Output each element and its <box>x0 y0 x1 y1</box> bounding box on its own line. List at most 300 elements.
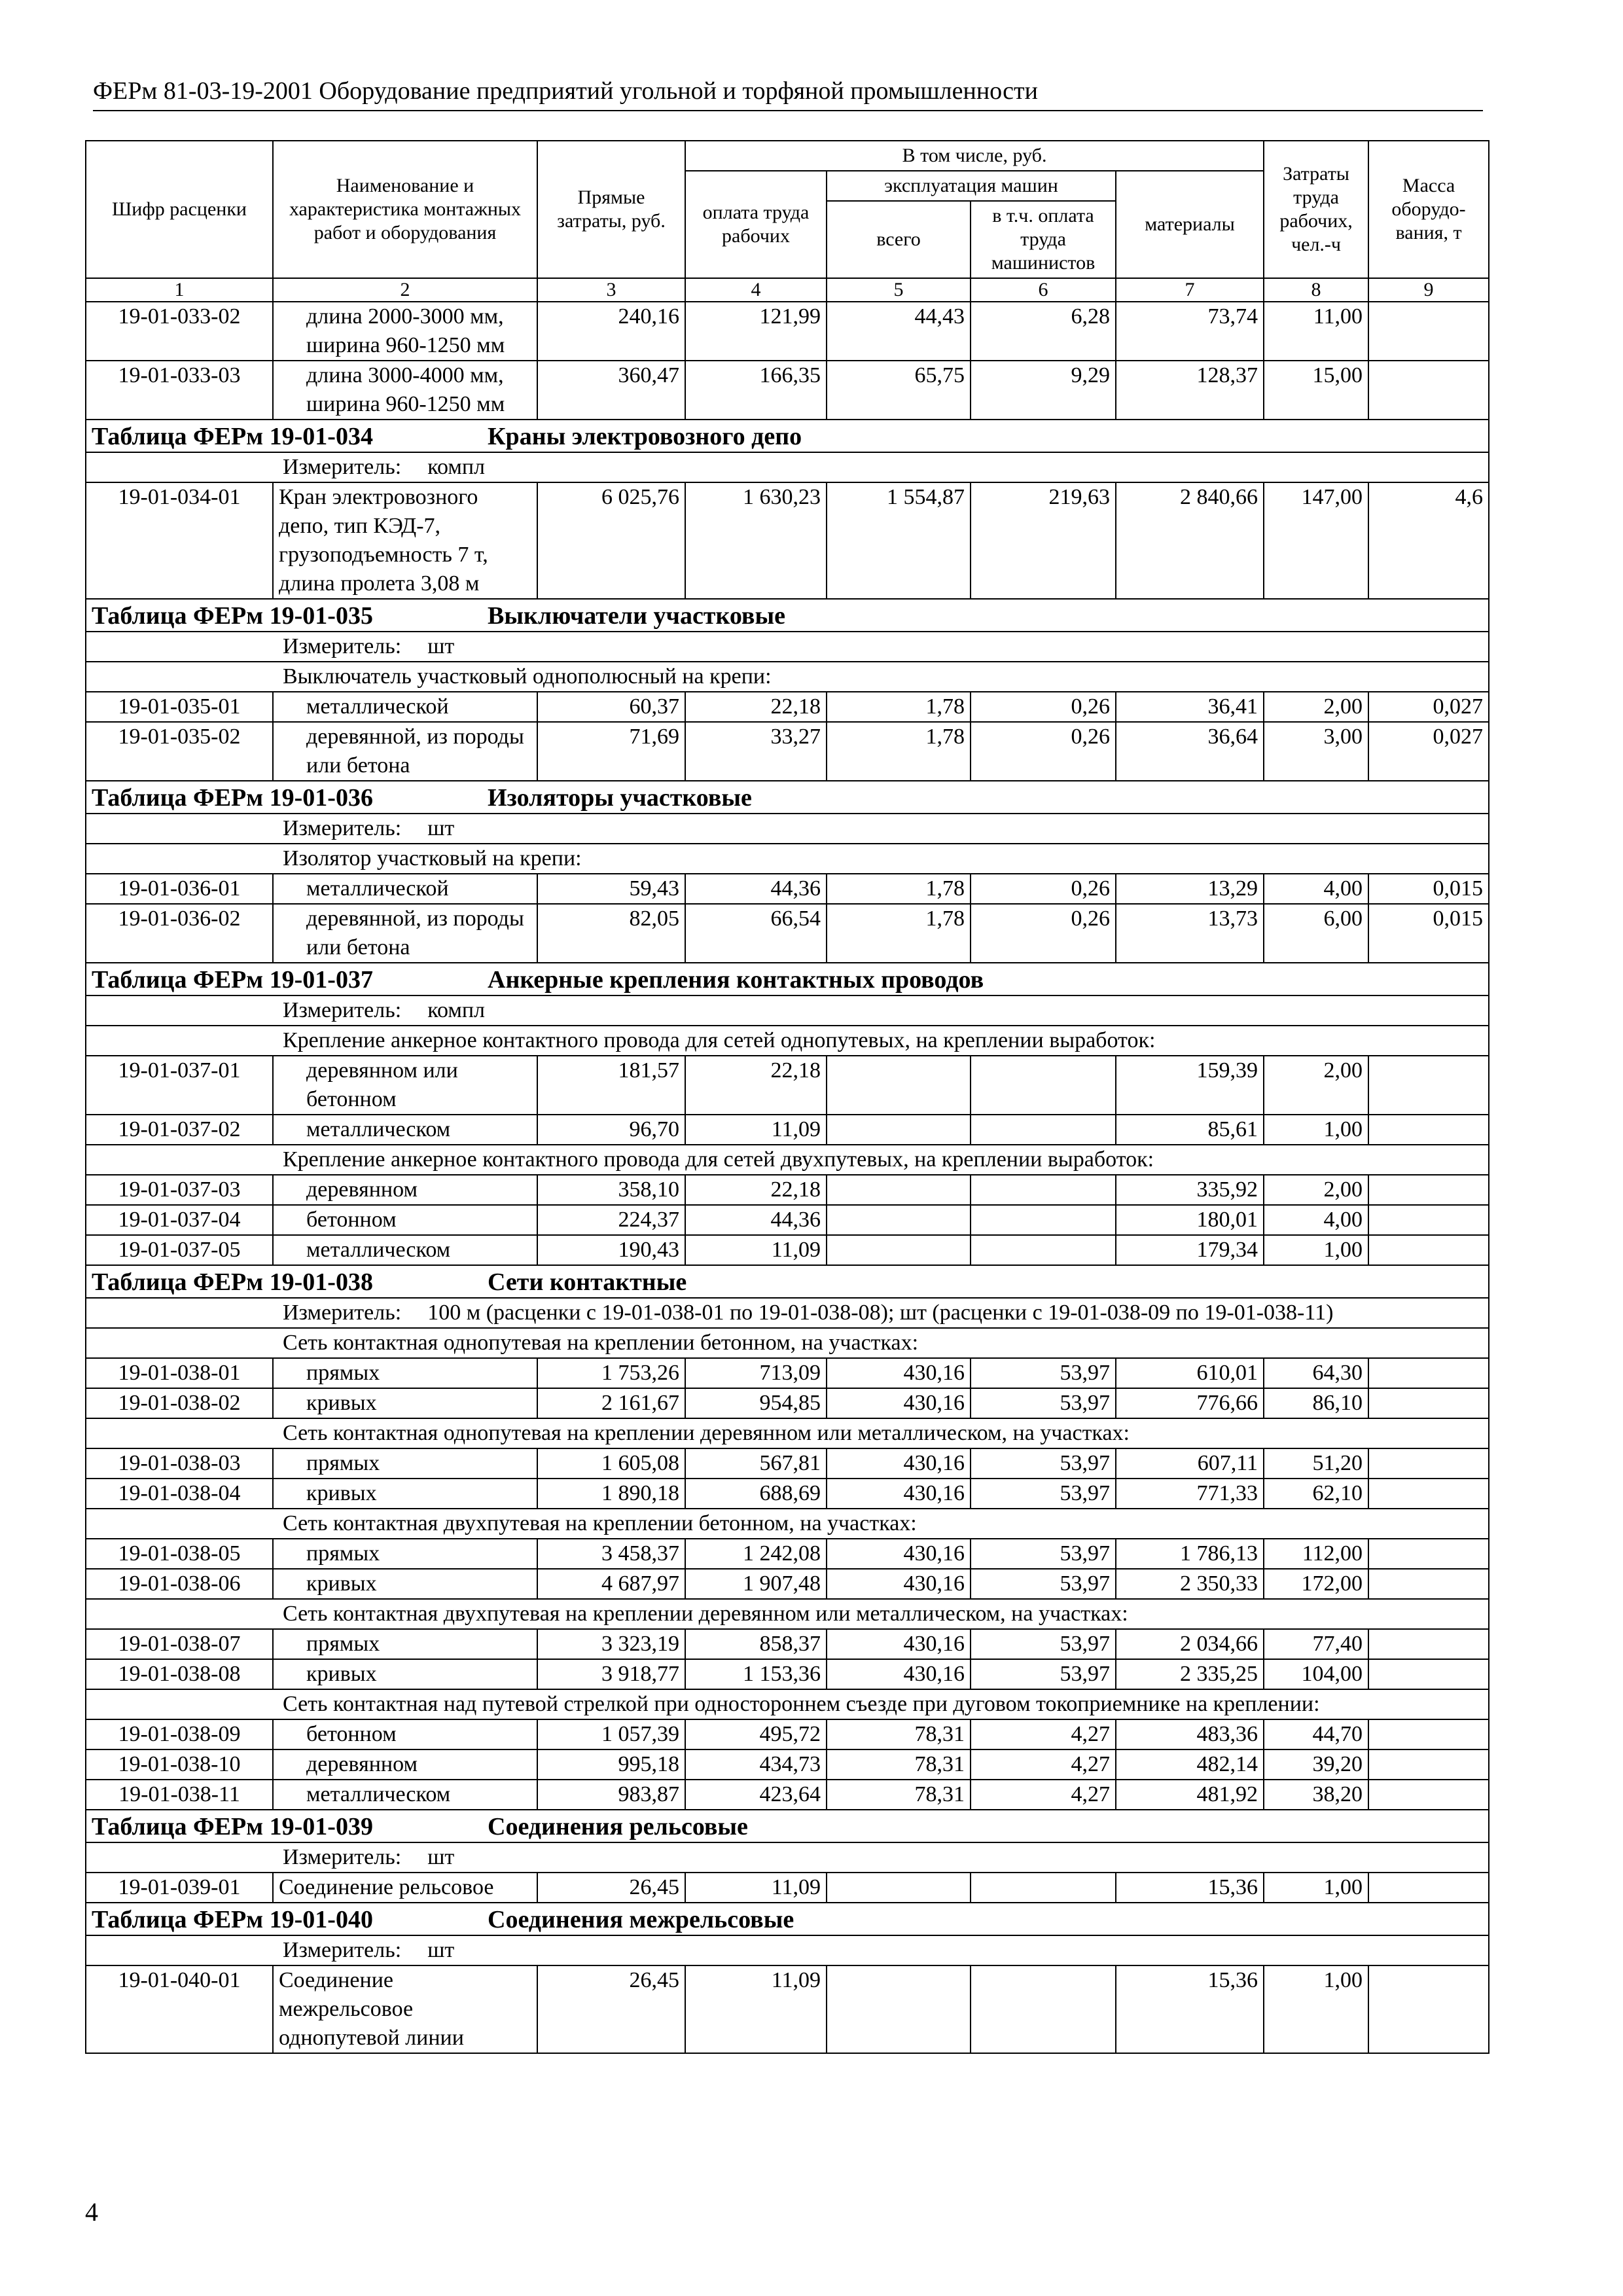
value-cell: 335,92 <box>1116 1175 1264 1205</box>
measure <box>86 452 1489 482</box>
value-cell: 0,26 <box>971 692 1116 722</box>
table-row <box>86 1780 1489 1810</box>
value-cell: 1,00 <box>1264 1965 1368 2053</box>
table-number: Таблица ФЕРм 19-01-038 <box>92 1268 373 1296</box>
value-cell <box>1368 1659 1489 1689</box>
measure-value: шт <box>427 1845 455 1869</box>
table-number: Таблица ФЕРм 19-01-036 <box>92 784 373 812</box>
value-cell: 1,78 <box>827 692 971 722</box>
value-cell: 13,29 <box>1116 874 1264 904</box>
value-cell: 3 918,77 <box>537 1659 685 1689</box>
value-cell: 172,00 <box>1264 1569 1368 1599</box>
table-row <box>86 1965 1489 2053</box>
value-cell: 26,45 <box>537 1965 685 2053</box>
value-cell: 1 242,08 <box>685 1539 827 1569</box>
measure <box>86 1842 1489 1873</box>
measure-label: Измеритель: <box>283 816 402 840</box>
group-row <box>86 662 1489 692</box>
work-name: деревянном или бетонном <box>273 1056 537 1115</box>
table-title <box>86 781 1489 814</box>
measure-row <box>86 632 1489 662</box>
value-cell <box>971 1205 1116 1235</box>
group-heading: Крепление анкерное контактного провода для сетей однопутевых, на креплении выработок: <box>86 1026 1489 1056</box>
value-cell: 6,28 <box>971 302 1116 361</box>
value-cell <box>1368 1388 1489 1418</box>
value-cell <box>971 1235 1116 1265</box>
work-name: бетонном <box>273 1205 537 1235</box>
value-cell: 1,00 <box>1264 1115 1368 1145</box>
value-cell: 22,18 <box>685 1056 827 1115</box>
value-cell <box>1368 302 1489 361</box>
column-number: 6 <box>971 278 1116 302</box>
table-title <box>86 963 1489 996</box>
value-cell <box>1368 1115 1489 1145</box>
value-cell: 358,10 <box>537 1175 685 1205</box>
value-cell <box>1368 361 1489 420</box>
value-cell: 240,16 <box>537 302 685 361</box>
group-row <box>86 1689 1489 1719</box>
value-cell: 78,31 <box>827 1780 971 1810</box>
value-cell: 2,00 <box>1264 1056 1368 1115</box>
page-number: 4 <box>85 2197 98 2227</box>
rate-code: 19-01-040-01 <box>86 1965 273 2053</box>
value-cell: 166,35 <box>685 361 827 420</box>
column-number: 8 <box>1264 278 1368 302</box>
value-cell: 713,09 <box>685 1358 827 1388</box>
table-row <box>86 302 1489 361</box>
value-cell: 0,015 <box>1368 904 1489 963</box>
table-title-row <box>86 1903 1489 1935</box>
value-cell: 495,72 <box>685 1719 827 1749</box>
value-cell: 567,81 <box>685 1448 827 1479</box>
value-cell: 9,29 <box>971 361 1116 420</box>
measure-label: Измеритель: <box>283 1845 402 1869</box>
work-name: кривых <box>273 1569 537 1599</box>
value-cell: 0,26 <box>971 722 1116 781</box>
value-cell: 82,05 <box>537 904 685 963</box>
value-cell: 44,36 <box>685 1205 827 1235</box>
group-heading: Сеть контактная двухпутевая на креплении деревянном или металлическом, на участках: <box>86 1599 1489 1629</box>
table-name: Изоляторы участковые <box>488 784 752 812</box>
value-cell: 430,16 <box>827 1539 971 1569</box>
work-name: деревянной, из породы или бетона <box>273 904 537 963</box>
value-cell: 53,97 <box>971 1659 1116 1689</box>
value-cell: 53,97 <box>971 1569 1116 1599</box>
work-name: длина 3000-4000 мм, ширина 960-1250 мм <box>273 361 537 420</box>
value-cell: 51,20 <box>1264 1448 1368 1479</box>
value-cell: 1 630,23 <box>685 482 827 599</box>
table-row <box>86 1629 1489 1659</box>
value-cell: 62,10 <box>1264 1479 1368 1509</box>
table-title-row <box>86 599 1489 632</box>
value-cell: 1,78 <box>827 904 971 963</box>
value-cell: 482,14 <box>1116 1749 1264 1780</box>
work-name: бетонном <box>273 1719 537 1749</box>
group-row <box>86 1145 1489 1175</box>
group-row <box>86 1599 1489 1629</box>
value-cell: 3,00 <box>1264 722 1368 781</box>
value-cell: 2 335,25 <box>1116 1659 1264 1689</box>
value-cell: 128,37 <box>1116 361 1264 420</box>
value-cell: 53,97 <box>971 1479 1116 1509</box>
col-including-header: В том числе, руб. <box>685 141 1264 171</box>
value-cell <box>1368 1205 1489 1235</box>
value-cell: 1 605,08 <box>537 1448 685 1479</box>
table-title-row <box>86 1810 1489 1842</box>
work-name: Соединение рельсовое <box>273 1873 537 1903</box>
measure-label: Измеритель: <box>283 634 402 658</box>
value-cell: 44,36 <box>685 874 827 904</box>
measure-label: Измеритель: <box>283 1300 402 1325</box>
value-cell: 434,73 <box>685 1749 827 1780</box>
value-cell: 86,10 <box>1264 1388 1368 1418</box>
value-cell: 1,78 <box>827 722 971 781</box>
value-cell <box>971 1965 1116 2053</box>
group-row <box>86 1026 1489 1056</box>
table-row <box>86 1479 1489 1509</box>
group-row <box>86 1328 1489 1358</box>
col-total-header: всего <box>827 201 971 278</box>
value-cell <box>1368 1448 1489 1479</box>
rate-code: 19-01-037-02 <box>86 1115 273 1145</box>
table-number: Таблица ФЕРм 19-01-034 <box>92 423 373 450</box>
measure-label: Измеритель: <box>283 455 402 479</box>
table-row <box>86 1235 1489 1265</box>
value-cell: 11,09 <box>685 1965 827 2053</box>
value-cell: 430,16 <box>827 1569 971 1599</box>
value-cell: 1,78 <box>827 874 971 904</box>
value-cell: 688,69 <box>685 1479 827 1509</box>
table-title-row <box>86 963 1489 996</box>
value-cell: 4,00 <box>1264 874 1368 904</box>
value-cell: 26,45 <box>537 1873 685 1903</box>
rate-code: 19-01-038-06 <box>86 1569 273 1599</box>
value-cell: 6,00 <box>1264 904 1368 963</box>
value-cell: 78,31 <box>827 1719 971 1749</box>
column-number: 9 <box>1368 278 1489 302</box>
work-name: Кран электровозного депо, тип КЭД-7, грузоподъемность 7 т, длина пролета 3,08 м <box>273 482 537 599</box>
value-cell: 77,40 <box>1264 1629 1368 1659</box>
value-cell: 1 554,87 <box>827 482 971 599</box>
rate-code: 19-01-038-08 <box>86 1659 273 1689</box>
value-cell: 0,027 <box>1368 722 1489 781</box>
value-cell <box>1368 1873 1489 1903</box>
value-cell: 39,20 <box>1264 1749 1368 1780</box>
value-cell <box>1368 1719 1489 1749</box>
value-cell <box>971 1175 1116 1205</box>
rate-code: 19-01-037-01 <box>86 1056 273 1115</box>
value-cell: 121,99 <box>685 302 827 361</box>
col-direct-header: Прямые затраты, руб. <box>537 141 685 278</box>
rate-code: 19-01-034-01 <box>86 482 273 599</box>
table-name: Сети контактные <box>488 1268 687 1296</box>
value-cell: 11,09 <box>685 1235 827 1265</box>
value-cell: 983,87 <box>537 1780 685 1810</box>
table-name: Выключатели участковые <box>488 602 785 630</box>
value-cell: 53,97 <box>971 1358 1116 1388</box>
page-header: ФЕРм 81-03-19-2001 Оборудование предприятий угольной и торфяной промышленности <box>93 76 1483 111</box>
value-cell: 0,26 <box>971 904 1116 963</box>
rate-code: 19-01-038-04 <box>86 1479 273 1509</box>
group-heading: Изолятор участковый на крепи: <box>86 844 1489 874</box>
value-cell <box>1368 1749 1489 1780</box>
value-cell: 607,11 <box>1116 1448 1264 1479</box>
value-cell: 2,00 <box>1264 692 1368 722</box>
table-row <box>86 1659 1489 1689</box>
value-cell: 36,64 <box>1116 722 1264 781</box>
value-cell: 0,26 <box>971 874 1116 904</box>
value-cell: 2 034,66 <box>1116 1629 1264 1659</box>
group-heading: Сеть контактная двухпутевая на креплении бетонном, на участках: <box>86 1509 1489 1539</box>
col-machines-header: эксплуатация машин <box>827 171 1116 201</box>
group-row <box>86 844 1489 874</box>
value-cell <box>827 1965 971 2053</box>
work-name: металлической <box>273 692 537 722</box>
table-row <box>86 1719 1489 1749</box>
value-cell <box>1368 1539 1489 1569</box>
work-name: металлической <box>273 874 537 904</box>
table-title-row <box>86 420 1489 452</box>
rate-code: 19-01-036-02 <box>86 904 273 963</box>
value-cell: 44,70 <box>1264 1719 1368 1749</box>
value-cell: 36,41 <box>1116 692 1264 722</box>
value-cell: 60,37 <box>537 692 685 722</box>
value-cell <box>1368 1780 1489 1810</box>
value-cell: 22,18 <box>685 1175 827 1205</box>
value-cell <box>1368 1965 1489 2053</box>
work-name: деревянном <box>273 1175 537 1205</box>
value-cell <box>1368 1358 1489 1388</box>
value-cell: 4,27 <box>971 1719 1116 1749</box>
rate-code: 19-01-033-02 <box>86 302 273 361</box>
table-row <box>86 1056 1489 1115</box>
value-cell: 1,00 <box>1264 1235 1368 1265</box>
work-name: металлическом <box>273 1780 537 1810</box>
rate-code: 19-01-033-03 <box>86 361 273 420</box>
value-cell: 430,16 <box>827 1388 971 1418</box>
col-labor-header: Затраты труда рабочих, чел.-ч <box>1264 141 1368 278</box>
rate-code: 19-01-037-03 <box>86 1175 273 1205</box>
measure-value: шт <box>427 634 455 658</box>
value-cell <box>1368 1629 1489 1659</box>
value-cell: 15,36 <box>1116 1965 1264 2053</box>
value-cell: 776,66 <box>1116 1388 1264 1418</box>
rate-code: 19-01-037-04 <box>86 1205 273 1235</box>
value-cell: 430,16 <box>827 1358 971 1388</box>
col-machinist-wages-header: в т.ч. оплата труда машинистов <box>971 201 1116 278</box>
table-row <box>86 874 1489 904</box>
col-wages-header: оплата труда рабочих <box>685 171 827 278</box>
rate-code: 19-01-037-05 <box>86 1235 273 1265</box>
group-heading: Сеть контактная однопутевая на креплении деревянном или металлическом, на участках: <box>86 1418 1489 1448</box>
work-name: прямых <box>273 1358 537 1388</box>
work-name: деревянной, из породы или бетона <box>273 722 537 781</box>
measure-row <box>86 1935 1489 1965</box>
price-table <box>85 140 1489 2054</box>
table-row <box>86 361 1489 420</box>
table-name: Соединения рельсовые <box>488 1813 748 1840</box>
table-row <box>86 482 1489 599</box>
value-cell: 85,61 <box>1116 1115 1264 1145</box>
work-name: деревянном <box>273 1749 537 1780</box>
work-name: Соединение межрельсовое однопутевой линии <box>273 1965 537 2053</box>
value-cell: 1 753,26 <box>537 1358 685 1388</box>
value-cell: 481,92 <box>1116 1780 1264 1810</box>
value-cell: 771,33 <box>1116 1479 1264 1509</box>
value-cell: 104,00 <box>1264 1659 1368 1689</box>
table-row <box>86 1358 1489 1388</box>
value-cell: 6 025,76 <box>537 482 685 599</box>
value-cell <box>971 1056 1116 1115</box>
value-cell: 858,37 <box>685 1629 827 1659</box>
rate-code: 19-01-035-01 <box>86 692 273 722</box>
rate-code: 19-01-039-01 <box>86 1873 273 1903</box>
table-row <box>86 1175 1489 1205</box>
value-cell: 147,00 <box>1264 482 1368 599</box>
rate-code: 19-01-036-01 <box>86 874 273 904</box>
measure-label: Измеритель: <box>283 1938 402 1962</box>
group-row <box>86 1509 1489 1539</box>
table-row <box>86 904 1489 963</box>
value-cell: 38,20 <box>1264 1780 1368 1810</box>
rate-code: 19-01-038-10 <box>86 1749 273 1780</box>
value-cell: 1,00 <box>1264 1873 1368 1903</box>
value-cell: 2 161,67 <box>537 1388 685 1418</box>
value-cell: 66,54 <box>685 904 827 963</box>
work-name: прямых <box>273 1539 537 1569</box>
col-materials-header: материалы <box>1116 171 1264 278</box>
measure <box>86 814 1489 844</box>
value-cell <box>827 1056 971 1115</box>
value-cell: 65,75 <box>827 361 971 420</box>
group-heading: Сеть контактная над путевой стрелкой при одностороннем съезде при дуговом токоприемнике на креплении: <box>86 1689 1489 1719</box>
table-row <box>86 1539 1489 1569</box>
measure-row <box>86 1298 1489 1328</box>
measure-value: шт <box>427 816 455 840</box>
value-cell <box>1368 1569 1489 1599</box>
value-cell: 15,00 <box>1264 361 1368 420</box>
table-row <box>86 1749 1489 1780</box>
value-cell: 190,43 <box>537 1235 685 1265</box>
group-heading: Выключатель участковый однополюсный на крепи: <box>86 662 1489 692</box>
value-cell <box>1368 1175 1489 1205</box>
value-cell: 71,69 <box>537 722 685 781</box>
value-cell: 2 350,33 <box>1116 1569 1264 1599</box>
table-number: Таблица ФЕРм 19-01-035 <box>92 602 373 630</box>
value-cell: 33,27 <box>685 722 827 781</box>
column-number: 7 <box>1116 278 1264 302</box>
table-row <box>86 722 1489 781</box>
measure-value: компл <box>427 998 486 1022</box>
table-number: Таблица ФЕРм 19-01-037 <box>92 966 373 994</box>
table-title-row <box>86 1265 1489 1298</box>
value-cell <box>1368 1235 1489 1265</box>
value-cell: 53,97 <box>971 1448 1116 1479</box>
col-name-header: Наименование и характеристика монтажных работ и оборудования <box>273 141 537 278</box>
value-cell: 219,63 <box>971 482 1116 599</box>
rate-code: 19-01-038-07 <box>86 1629 273 1659</box>
column-number: 5 <box>827 278 971 302</box>
value-cell: 53,97 <box>971 1539 1116 1569</box>
value-cell: 3 323,19 <box>537 1629 685 1659</box>
table-row <box>86 1115 1489 1145</box>
value-cell: 15,36 <box>1116 1873 1264 1903</box>
work-name: металлическом <box>273 1235 537 1265</box>
value-cell <box>971 1873 1116 1903</box>
value-cell: 112,00 <box>1264 1539 1368 1569</box>
measure-row <box>86 814 1489 844</box>
value-cell: 0,015 <box>1368 874 1489 904</box>
measure-value: 100 м (расценки с 19-01-038-01 по 19-01-038-08); шт (расценки с 19-01-038-09 по 19-01-038-11) <box>427 1300 1334 1325</box>
work-name: прямых <box>273 1629 537 1659</box>
measure-value: шт <box>427 1938 455 1962</box>
value-cell <box>971 1115 1116 1145</box>
value-cell: 2,00 <box>1264 1175 1368 1205</box>
rate-code: 19-01-038-02 <box>86 1388 273 1418</box>
value-cell <box>827 1205 971 1235</box>
work-name: металлическом <box>273 1115 537 1145</box>
column-number: 2 <box>273 278 537 302</box>
measure <box>86 996 1489 1026</box>
rate-code: 19-01-038-09 <box>86 1719 273 1749</box>
value-cell: 59,43 <box>537 874 685 904</box>
table-row <box>86 1205 1489 1235</box>
value-cell: 180,01 <box>1116 1205 1264 1235</box>
rate-code: 19-01-038-05 <box>86 1539 273 1569</box>
value-cell: 430,16 <box>827 1659 971 1689</box>
col-code-header: Шифр расценки <box>86 141 273 278</box>
work-name: кривых <box>273 1388 537 1418</box>
value-cell: 4,00 <box>1264 1205 1368 1235</box>
value-cell: 4,27 <box>971 1749 1116 1780</box>
value-cell: 1 057,39 <box>537 1719 685 1749</box>
table-number: Таблица ФЕРм 19-01-039 <box>92 1813 373 1840</box>
table-title <box>86 1810 1489 1842</box>
work-name: кривых <box>273 1659 537 1689</box>
value-cell: 995,18 <box>537 1749 685 1780</box>
value-cell: 159,39 <box>1116 1056 1264 1115</box>
measure-row <box>86 996 1489 1026</box>
value-cell: 430,16 <box>827 1448 971 1479</box>
value-cell: 3 458,37 <box>537 1539 685 1569</box>
column-numbers-row <box>86 278 1489 302</box>
value-cell: 44,43 <box>827 302 971 361</box>
measure <box>86 1935 1489 1965</box>
value-cell: 1 786,13 <box>1116 1539 1264 1569</box>
table-row <box>86 1448 1489 1479</box>
table-row <box>86 1569 1489 1599</box>
value-cell: 483,36 <box>1116 1719 1264 1749</box>
col-mass-header: Масса оборудо-вания, т <box>1368 141 1489 278</box>
table-body <box>86 302 1489 2053</box>
value-cell: 1 890,18 <box>537 1479 685 1509</box>
measure <box>86 1298 1489 1328</box>
measure-row <box>86 452 1489 482</box>
table-row <box>86 692 1489 722</box>
value-cell: 53,97 <box>971 1388 1116 1418</box>
value-cell: 181,57 <box>537 1056 685 1115</box>
value-cell <box>827 1175 971 1205</box>
group-heading: Крепление анкерное контактного провода для сетей двухпутевых, на креплении выработок: <box>86 1145 1489 1175</box>
table-row <box>86 1873 1489 1903</box>
value-cell: 4,27 <box>971 1780 1116 1810</box>
value-cell: 1 153,36 <box>685 1659 827 1689</box>
column-number: 3 <box>537 278 685 302</box>
work-name: длина 2000-3000 мм, ширина 960-1250 мм <box>273 302 537 361</box>
value-cell: 11,00 <box>1264 302 1368 361</box>
value-cell: 13,73 <box>1116 904 1264 963</box>
value-cell: 430,16 <box>827 1629 971 1659</box>
